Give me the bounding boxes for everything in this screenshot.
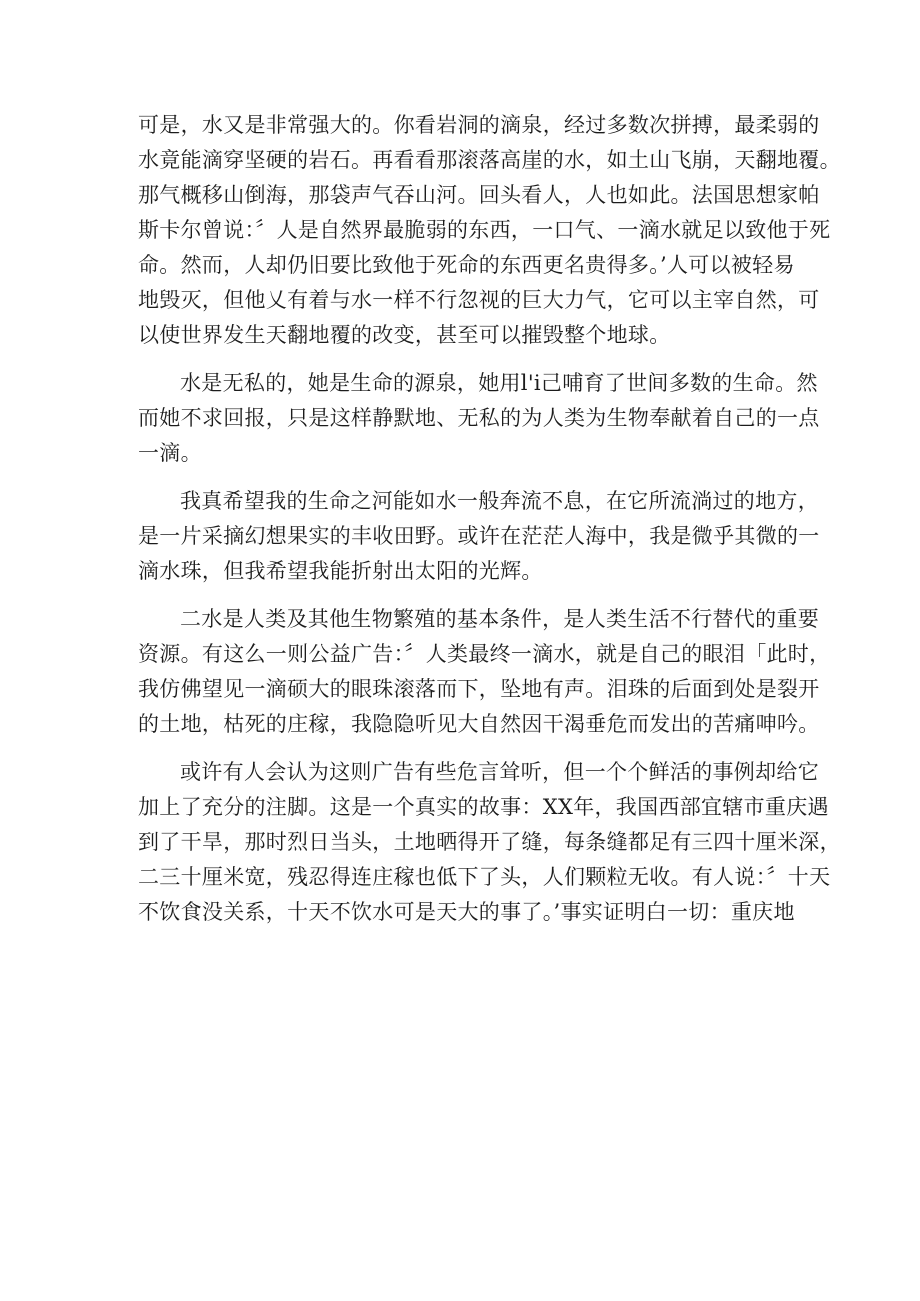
text-line: 我仿佛望见一滴硕大的眼珠滚落而下，坠地有声。泪珠的后面到处是裂开	[138, 677, 820, 701]
text-line: 二三十厘米宽，残忍得连庄稼也低下了头，人们颗粒无收。有人说：〞十天	[138, 865, 831, 889]
paragraph-spacer	[138, 353, 798, 366]
paragraph-4	[138, 602, 831, 742]
document-body	[138, 108, 841, 930]
text-line: 而她不求回报，只是这样静默地、无私的为人类为生物奉献着自己的一点	[138, 406, 820, 430]
text-line: 二水是人类及其他生物繁殖的基本条件，是人类生活不行替代的重要	[180, 607, 819, 631]
text-line: 一滴。	[138, 441, 202, 465]
text-line: 加上了充分的注脚。这是一个真实的故事：XX年，我国西部宜辖市重庆遇	[138, 795, 829, 819]
text-line: 水是无私的，她是生命的源泉，她用l'i己哺育了世间多数的生命。然	[180, 371, 818, 395]
text-line: 到了干旱，那时烈日当头，土地晒得开了缝，每条缝都足有三四十厘米深，	[138, 830, 841, 854]
text-line: 不饮食没关系，十天不饮水可是天大的事了。’事实证明白一切：重庆地	[138, 900, 795, 924]
paragraph-spacer	[138, 589, 798, 602]
paragraph-2	[138, 366, 820, 471]
text-line: 水竟能滴穿坚硬的岩石。再看看那滚落高崖的水，如土山飞崩，天翻地覆。	[138, 148, 841, 172]
text-line: 滴水珠，但我希望我能折射出太阳的光辉。	[138, 559, 543, 583]
text-line: 斯卡尔曾说：〞人是自然界最脆弱的东西，一口气、一滴水就足以致他于死	[138, 218, 831, 242]
paragraph-spacer	[138, 742, 798, 755]
text-line: 命。然而，人却仍旧要比致他于死命的东西更名贵得多。’人可以被轻易	[138, 253, 795, 277]
text-line: 以使世界发生天翻地覆的改变，甚至可以摧毁整个地球。	[138, 323, 671, 347]
paragraph-5	[138, 755, 841, 930]
paragraph-1	[138, 108, 841, 353]
text-line: 是一片采摘幻想果实的丰收田野。或许在茫茫人海中，我是微乎其微的一	[138, 524, 820, 548]
text-line: 我真希望我的生命之河能如水一般奔流不息，在它所流淌过的地方，	[180, 489, 819, 513]
text-line: 那气概移山倒海，那袋声气吞山河。回头看人，人也如此。法国思想家帕	[138, 183, 820, 207]
text-line: 资源。有这么一则公益广告：〞人类最终一滴水，就是自己的眼泪「此时，	[138, 642, 831, 666]
text-line: 或许有人会认为这则广告有些危言耸听，但一个个鲜活的事例却给它	[180, 760, 819, 784]
text-line: 的土地，枯死的庄稼，我隐隐听见大自然因干渴垂危而发出的苦痛呻吟。	[138, 712, 820, 736]
paragraph-spacer	[138, 471, 798, 484]
paragraph-3	[138, 484, 820, 589]
text-line: 地毁灭，但他乂有着与水一样不行忽视的巨大力气，它可以主宰自然，可	[138, 288, 820, 312]
text-line: 可是，水又是非常强大的。你看岩洞的滴泉，经过多数次拼搏，最柔弱的	[138, 113, 820, 137]
